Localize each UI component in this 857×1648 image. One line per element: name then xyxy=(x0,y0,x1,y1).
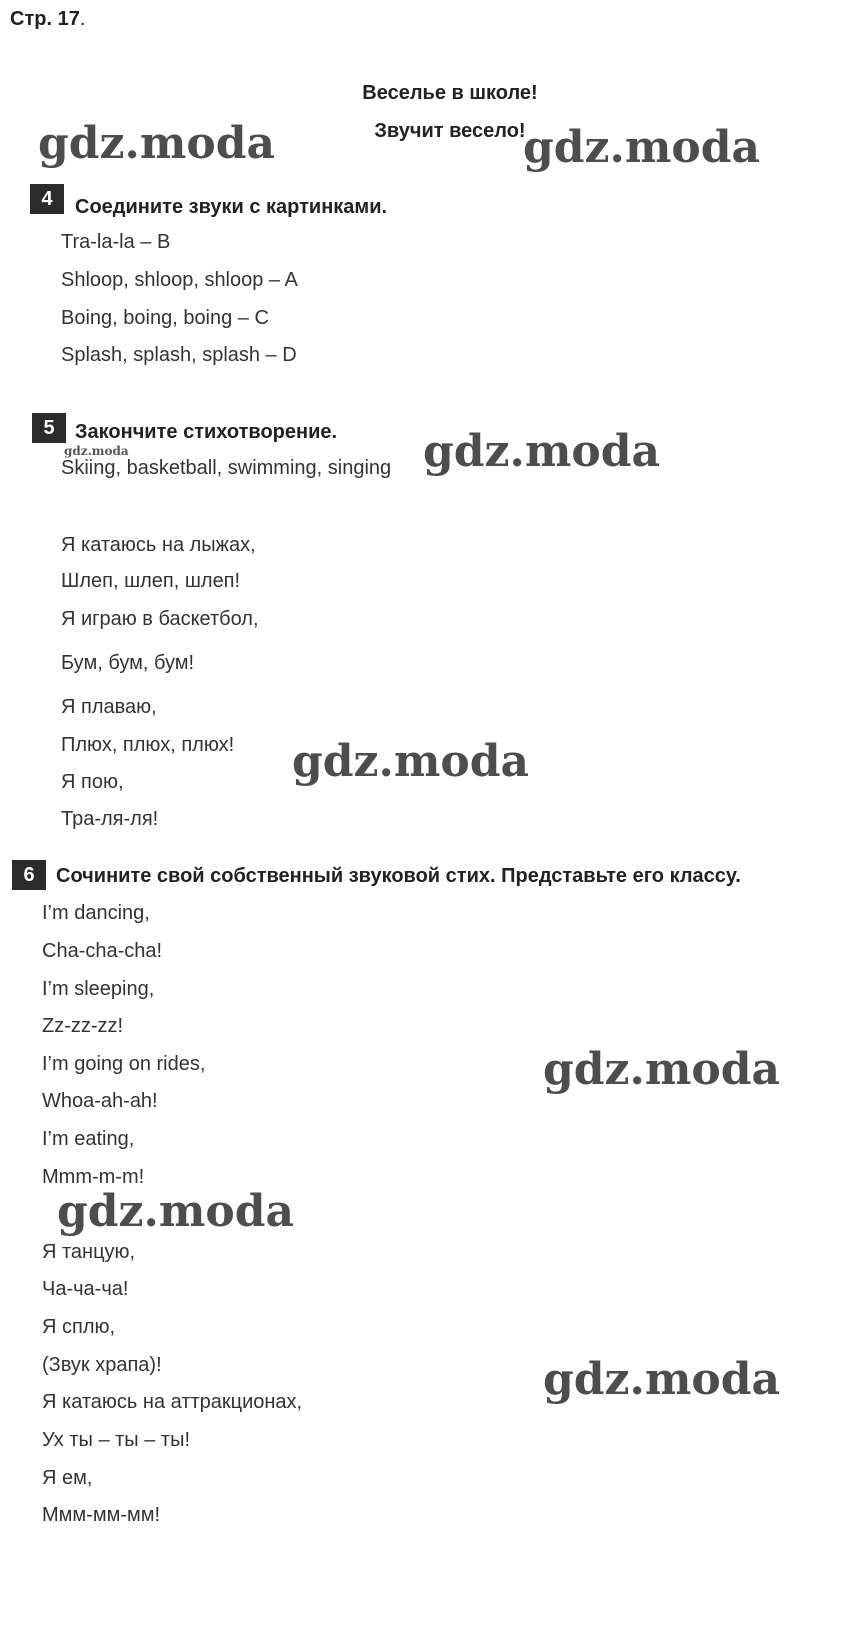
poem-line: Я сплю, xyxy=(42,1316,116,1338)
answer-line: Tra-la-la – B xyxy=(61,231,171,253)
poem-line: (Звук храпа)! xyxy=(42,1354,162,1376)
page-title: Веселье в школе! xyxy=(362,82,538,104)
poem-line: Я танцую, xyxy=(42,1241,136,1263)
poem-line: I’m going on rides, xyxy=(42,1053,206,1075)
answer-line: Boing, boing, boing – C xyxy=(61,307,269,329)
task-heading: Сочините свой собственный звуковой стих. Представьте его классу. xyxy=(56,865,741,887)
poem-line: Плюх, плюх, плюх! xyxy=(61,734,235,756)
task-number-badge: 6 xyxy=(12,860,46,890)
poem-line: Тра-ля-ля! xyxy=(61,808,159,830)
poem-line: Бум, бум, бум! xyxy=(61,652,195,674)
poem-line: Mmm-m-m! xyxy=(42,1166,145,1188)
poem-line: Cha-cha-cha! xyxy=(42,940,163,962)
task-number-badge: 5 xyxy=(32,413,66,443)
task-number-badge: 4 xyxy=(30,184,64,214)
poem-line: Я плаваю, xyxy=(61,696,157,718)
answer-line: Skiing, basketball, swimming, singing xyxy=(61,457,392,479)
page-label: Стр. 17. xyxy=(10,8,86,30)
task-heading: Закончите стихотворение. xyxy=(75,421,338,443)
answer-line: Shloop, shloop, shloop – A xyxy=(61,269,298,291)
watermark: gdz.moda xyxy=(543,1044,781,1095)
watermark: gdz.moda xyxy=(57,1186,295,1237)
poem-line: Zz-zz-zz! xyxy=(42,1015,124,1037)
poem-line: I’m dancing, xyxy=(42,902,150,924)
poem-line: Я катаюсь на аттракционах, xyxy=(42,1391,303,1413)
watermark: gdz.moda xyxy=(523,122,761,173)
answer-line: Splash, splash, splash – D xyxy=(61,344,297,366)
poem-line: Ммм-мм-мм! xyxy=(42,1504,161,1526)
watermark: gdz.moda xyxy=(292,736,530,787)
poem-line: Ча-ча-ча! xyxy=(42,1278,129,1300)
task-heading: Соедините звуки с картинками. xyxy=(75,196,388,218)
poem-line: Whoa-ah-ah! xyxy=(42,1090,158,1112)
watermark: gdz.moda xyxy=(543,1354,781,1405)
poem-line: Я катаюсь на лыжах, xyxy=(61,534,256,556)
watermark: gdz.moda xyxy=(38,118,276,169)
poem-line: Я пою, xyxy=(61,771,124,793)
watermark-small: gdz.moda xyxy=(64,444,129,458)
poem-line: Ух ты – ты – ты! xyxy=(42,1429,190,1451)
poem-line: I’m sleeping, xyxy=(42,978,155,1000)
poem-line: Шлеп, шлеп, шлеп! xyxy=(61,570,241,592)
poem-line: I’m eating, xyxy=(42,1128,135,1150)
poem-line: Я ем, xyxy=(42,1467,93,1489)
page-subtitle: Звучит весело! xyxy=(374,120,526,142)
watermark: gdz.moda xyxy=(423,426,661,477)
poem-line: Я играю в баскетбол, xyxy=(61,608,259,630)
